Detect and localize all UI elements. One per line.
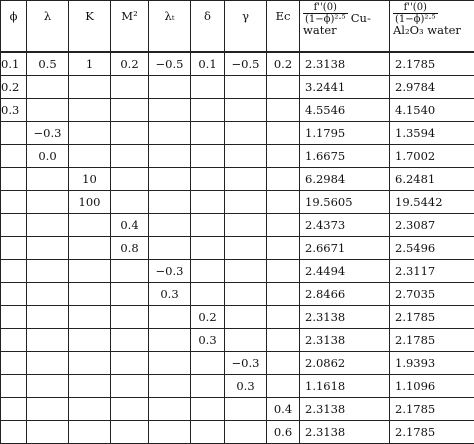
table-cell [1,214,27,237]
table-cell [267,352,300,375]
table-cell [267,283,300,306]
table-cell: −0.5 [149,52,191,76]
table-cell [1,352,27,375]
table-cell: 2.5496 [390,237,474,260]
table-row [1,99,474,122]
table-cell [149,306,191,329]
table-cell [1,145,27,168]
table-cell [111,421,149,444]
table-cell [111,76,149,99]
table-cell: 0.3 [191,329,225,352]
header-cu-denominator: (1−ϕ)²·⁵ [303,14,348,25]
table-cell: 100 [69,191,111,214]
table-cell [191,283,225,306]
table-cell: 0.4 [111,214,149,237]
table-cell: 0.5 [27,52,69,76]
table-cell [27,352,69,375]
table-cell: 4.5546 [300,99,390,122]
table-cell [1,283,27,306]
table-cell [267,191,300,214]
table-row [1,306,474,329]
table-cell [69,99,111,122]
table-cell [149,214,191,237]
table-cell [149,352,191,375]
table-cell: 1.9393 [390,352,474,375]
table-cell: 2.1785 [390,421,474,444]
table-cell: 2.7035 [390,283,474,306]
header-lambda-t: λₜ [149,1,191,53]
table-cell [191,168,225,191]
table-row [1,421,474,444]
table-cell: 2.4373 [300,214,390,237]
header-al-line2: Al₂O₃ water [393,23,461,37]
table-cell: 0.3 [225,375,267,398]
table-cell: 1.7002 [390,145,474,168]
table-cell [1,168,27,191]
table-cell: −0.3 [27,122,69,145]
table-row [1,237,474,260]
table-cell [111,145,149,168]
table-cell [191,237,225,260]
table-row [1,52,474,76]
table-cell [111,398,149,421]
table-cell [69,214,111,237]
table-cell [149,76,191,99]
table-cell [27,421,69,444]
table-cell [27,398,69,421]
table-cell: 0.1 [1,52,27,76]
table-cell [27,76,69,99]
header-m2: M² [111,1,149,53]
table-cell: 0.3 [149,283,191,306]
table-cell [225,122,267,145]
table-cell: 2.3138 [300,52,390,76]
table-cell [69,283,111,306]
table-cell [27,168,69,191]
table-cell [27,214,69,237]
table-cell [225,329,267,352]
table-cell: 0.2 [191,306,225,329]
table-cell [69,260,111,283]
table-cell [1,398,27,421]
table-cell [267,76,300,99]
table-cell [149,421,191,444]
table-cell [149,329,191,352]
header-ec: Ec [267,1,300,53]
table-cell: 19.5605 [300,191,390,214]
table-cell [225,145,267,168]
table-cell: 1 [69,52,111,76]
table-cell [191,260,225,283]
table-cell: 2.3117 [390,260,474,283]
table-cell: 2.3087 [390,214,474,237]
table-cell [191,214,225,237]
table-cell [111,329,149,352]
table-cell: 0.2 [111,52,149,76]
table-cell [225,168,267,191]
header-al2o3-water [390,1,474,53]
table-cell [191,191,225,214]
table-cell [225,306,267,329]
table-cell [69,237,111,260]
table-cell: −0.3 [225,352,267,375]
table-cell [225,237,267,260]
table-cell [267,260,300,283]
table-body [1,52,474,444]
table-row [1,283,474,306]
header-k: K [69,1,111,53]
table-cell [149,375,191,398]
table-row [1,375,474,398]
table-cell [225,76,267,99]
table-cell [149,398,191,421]
table-cell: 1.1618 [300,375,390,398]
table-cell: 0.2 [267,52,300,76]
table-cell [267,329,300,352]
table-cell: 4.1540 [390,99,474,122]
table-cell [69,352,111,375]
table-cell [267,214,300,237]
table-cell [267,168,300,191]
table-cell: 3.2441 [300,76,390,99]
table-cell: 2.3138 [300,421,390,444]
table-cell [267,145,300,168]
table-cell [225,191,267,214]
table-cell [149,122,191,145]
table-cell: −0.3 [149,260,191,283]
table-cell [27,329,69,352]
table-cell: 2.3138 [300,329,390,352]
table-cell: 19.5442 [390,191,474,214]
table-row [1,145,474,168]
table-cell [1,329,27,352]
header-al-denominator: (1−ϕ)²·⁵ [393,14,438,25]
table-cell: 1.1795 [300,122,390,145]
table-cell: 2.8466 [300,283,390,306]
table-row [1,398,474,421]
table-cell: 0.2 [1,76,27,99]
table-cell [191,99,225,122]
table-cell [191,145,225,168]
table-cell [225,398,267,421]
table-cell [27,375,69,398]
table-cell [225,260,267,283]
table-cell: 0.0 [27,145,69,168]
table-cell [27,191,69,214]
table-cell [69,398,111,421]
table-cell [27,283,69,306]
table-cell [267,306,300,329]
table-cell [225,283,267,306]
table-cell [149,99,191,122]
header-cu-line2: water [303,23,337,37]
table-cell [191,421,225,444]
table-cell [225,214,267,237]
table-cell [111,306,149,329]
table-cell [69,145,111,168]
table-cell [27,260,69,283]
table-cell: 6.2984 [300,168,390,191]
table-row [1,214,474,237]
table-cell: 2.9784 [390,76,474,99]
table-cell [111,168,149,191]
table-cell: 0.6 [267,421,300,444]
header-cu-suffix: Cu- [351,11,371,25]
table-cell [27,237,69,260]
table-cell [1,122,27,145]
table-row [1,168,474,191]
table-cell: 2.1785 [390,306,474,329]
table-row [1,76,474,99]
table-cell [1,191,27,214]
table-cell: 0.3 [1,99,27,122]
table-cell [69,329,111,352]
table-cell [111,352,149,375]
header-phi: ϕ [1,1,27,53]
table-row [1,122,474,145]
table-cell: 2.3138 [300,306,390,329]
table-cell [191,352,225,375]
table-cell [149,145,191,168]
table-cell [27,306,69,329]
table-cell: 1.6675 [300,145,390,168]
header-cu-numerator: f''(0) [303,2,348,14]
table-cell [267,99,300,122]
table-cell: 2.4494 [300,260,390,283]
table-cell [267,237,300,260]
table-cell [111,122,149,145]
table-cell: 0.8 [111,237,149,260]
table-cell [225,99,267,122]
table-cell [69,375,111,398]
table-cell [111,260,149,283]
table-cell [1,421,27,444]
table-cell [69,122,111,145]
table-cell [1,237,27,260]
table-cell: 2.1785 [390,329,474,352]
header-cu-water [300,1,390,53]
table-cell: 0.1 [191,52,225,76]
table-cell: −0.5 [225,52,267,76]
table-cell [27,99,69,122]
table-cell [111,191,149,214]
table-cell: 2.6671 [300,237,390,260]
table-row [1,260,474,283]
table-cell [149,191,191,214]
table-cell [191,122,225,145]
table-cell [111,99,149,122]
table-cell [111,375,149,398]
header-lambda: λ [27,1,69,53]
table-cell: 6.2481 [390,168,474,191]
table-cell [69,306,111,329]
table-header [1,1,474,53]
table-cell: 1.1096 [390,375,474,398]
table-cell [191,375,225,398]
table-cell [1,306,27,329]
table-cell [225,421,267,444]
table-cell: 2.1785 [390,398,474,421]
table-cell [1,375,27,398]
header-al-numerator: f''(0) [393,2,438,14]
table-cell [191,76,225,99]
table-cell [69,421,111,444]
table-cell [149,168,191,191]
table-cell [149,237,191,260]
table-cell [267,122,300,145]
table-row [1,329,474,352]
table-cell: 1.3594 [390,122,474,145]
table-cell [111,283,149,306]
table-cell: 10 [69,168,111,191]
table-row [1,352,474,375]
header-delta: δ [191,1,225,53]
header-gamma: γ [225,1,267,53]
table-cell: 2.0862 [300,352,390,375]
table-cell [1,260,27,283]
table-row [1,191,474,214]
table-cell [267,375,300,398]
table-cell [191,398,225,421]
table-cell: 2.3138 [300,398,390,421]
table-cell: 2.1785 [390,52,474,76]
table-cell [69,76,111,99]
table-cell: 0.4 [267,398,300,421]
